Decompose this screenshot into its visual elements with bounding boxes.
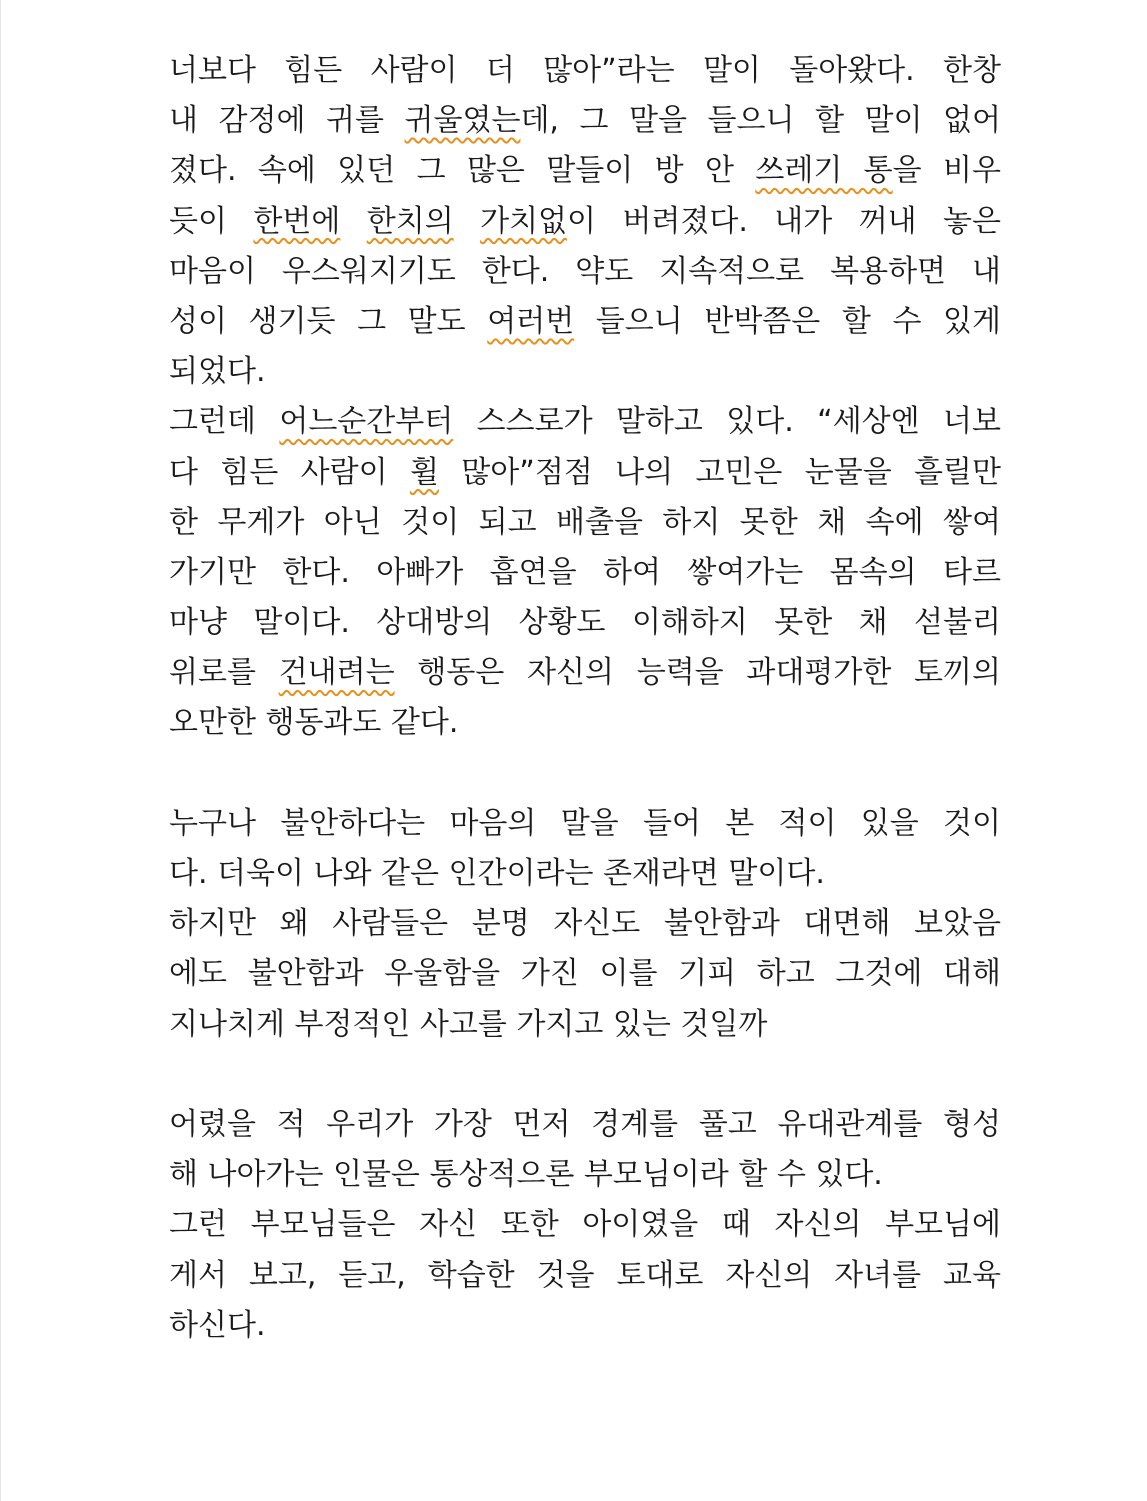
text-line: 다 힘든 사람이 휠 많아”점점 나의 고민은 눈물을 흘릴만: [169, 454, 1001, 490]
text-line: 해 나아가는 인물은 통상적으론 부모님이라 할 수 있다.: [169, 1157, 883, 1193]
spellcheck-word[interactable]: 한번에: [253, 203, 341, 239]
text-line: 오만한 행동과도 같다.: [169, 705, 459, 741]
text-line: 다. 더욱이 나와 같은 인간이라는 존재라면 말이다.: [169, 856, 825, 891]
text-line: 내 감정에 귀를 귀울였는데, 그 말을 들으니 할 말이 없어: [169, 103, 1001, 139]
paragraph-1: [169, 46, 1001, 397]
spellcheck-word[interactable]: 휠: [409, 454, 439, 490]
spellcheck-word[interactable]: 귀울였는: [404, 103, 521, 139]
spellcheck-word[interactable]: 건내려는: [278, 655, 395, 691]
text-line: 졌다. 속에 있던 그 많은 말들이 방 안 쓰레기 통을 비우: [169, 153, 1001, 189]
spellcheck-word[interactable]: 여러번: [487, 303, 575, 339]
spellcheck-word[interactable]: 쓰레기 통: [755, 153, 893, 189]
text-line: 게서 보고, 듣고, 학습한 것을 토대로 자신의 자녀를 교육: [169, 1257, 1001, 1293]
text-line: 에도 불안함과 우울함을 가진 이를 기피 하고 그것에 대해: [169, 956, 1001, 992]
text-line: 가기만 한다. 아빠가 흡연을 하여 쌓여가는 몸속의 타르: [169, 554, 1001, 590]
text-line: 마음이 우스워지기도 한다. 약도 지속적으로 복용하면 내: [169, 253, 1001, 289]
paragraph-2: [169, 397, 1001, 748]
text-line: 누구나 불안하다는 마음의 말을 들어 본 적이 있을 것이: [169, 805, 1001, 841]
spellcheck-word[interactable]: 한치의: [366, 203, 454, 239]
text-line: 그런 부모님들은 자신 또한 아이였을 때 자신의 부모님에: [169, 1207, 1001, 1243]
spellcheck-word[interactable]: 가치없: [480, 203, 568, 239]
text-line: 그런데 어느순간부터 스스로가 말하고 있다. “세상엔 너보: [169, 404, 1001, 440]
blank-line: [169, 1050, 1001, 1100]
text-line: 성이 생기듯 그 말도 여러번 들으니 반박쯤은 할 수 있게: [169, 303, 1001, 339]
paragraph-3: [169, 799, 1001, 1050]
text-line: 하지만 왜 사람들은 분명 자신도 불안함과 대면해 보았음: [169, 906, 1001, 942]
text-line: 듯이 한번에 한치의 가치없이 버려졌다. 내가 꺼내 놓은: [169, 203, 1001, 239]
text-line: 지나치게 부정적인 사고를 가지고 있는 것일까: [169, 1006, 768, 1042]
text-line: 너보다 힘든 사람이 더 많아”라는 말이 돌아왔다. 한창: [169, 53, 1001, 88]
text-line: 위로를 건내려는 행동은 자신의 능력을 과대평가한 토끼의: [169, 655, 1001, 691]
paragraph-4: [169, 1100, 1001, 1351]
text-line: 어렸을 적 우리가 가장 먼저 경계를 풀고 유대관계를 형성: [169, 1106, 1001, 1142]
text-line: 마냥 말이다. 상대방의 상황도 이해하지 못한 채 섣불리: [169, 605, 1001, 641]
spellcheck-word[interactable]: 어느순간부터: [279, 404, 454, 440]
text-line: 하신다.: [169, 1307, 266, 1343]
document-body[interactable]: [169, 46, 1001, 1351]
text-line: 한 무게가 아닌 것이 되고 배출을 하지 못한 채 속에 쌓여: [169, 504, 1001, 540]
text-line: 되었다.: [169, 354, 266, 390]
blank-line: [169, 749, 1001, 799]
